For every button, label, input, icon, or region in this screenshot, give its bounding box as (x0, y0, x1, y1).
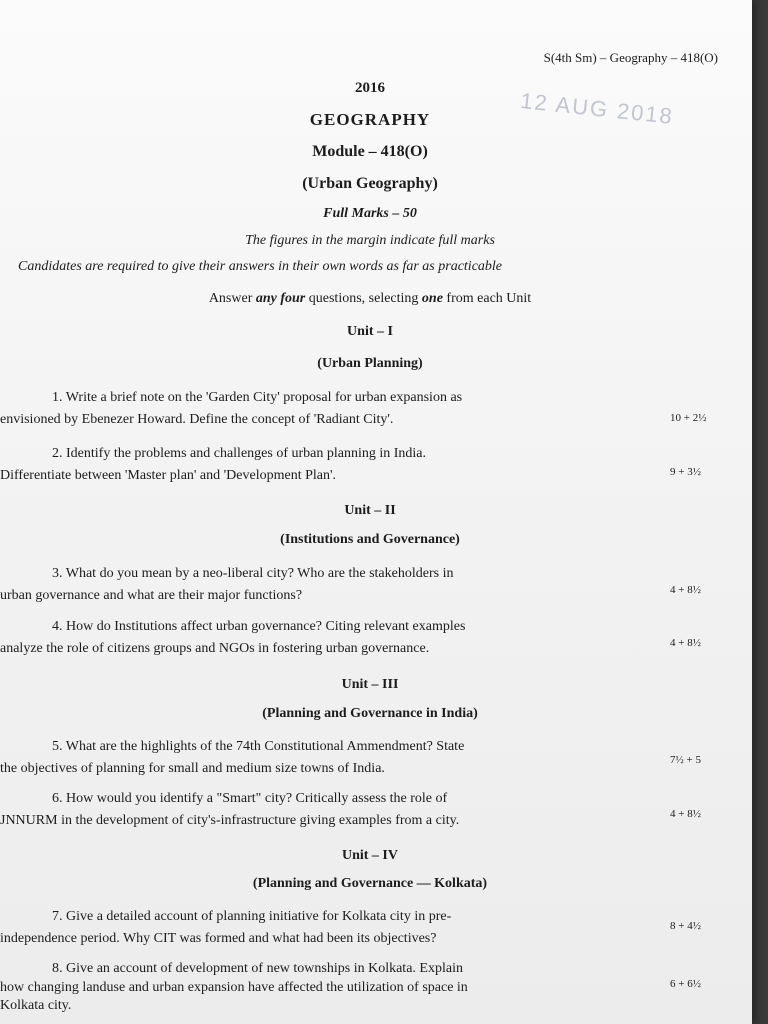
question-3-line-1: 3. What do you mean by a neo-liberal city? Who are the stakeholders in (52, 566, 454, 581)
paper-title: (Urban Geography) (302, 175, 438, 192)
question-5-line-1: 5. What are the highlights of the 74th Constitutional Ammendment? State (52, 739, 465, 754)
exam-year: 2016 (355, 80, 385, 96)
unit-1-heading: Unit – I (347, 324, 393, 339)
question-7-marks: 8 + 4½ (670, 920, 701, 932)
question-5-marks: 7½ + 5 (670, 754, 701, 766)
instruction-any-four: any four (255, 291, 306, 306)
instruction-middle: questions, selecting (305, 291, 422, 306)
question-8-line-1: 8. Give an account of development of new townships in Kolkata. Explain (52, 961, 463, 976)
paper-code: S(4th Sm) – Geography – 418(O) (543, 50, 718, 65)
question-8-line-3: Kolkata city. (0, 998, 72, 1013)
question-3-marks: 4 + 8½ (670, 584, 701, 596)
question-2-line-2: Differentiate between 'Master plan' and 'Development Plan'. (0, 468, 336, 483)
question-2-line-1: 2. Identify the problems and challenges of urban planning in India. (52, 446, 427, 461)
full-marks: Full Marks – 50 (323, 206, 417, 221)
question-1-marks: 10 + 2½ (670, 412, 707, 424)
instruction-suffix: from each Unit (442, 291, 532, 306)
instruction-one: one (421, 291, 443, 306)
question-1-line-2: envisioned by Ebenezer Howard. Define the concept of 'Radiant City'. (0, 412, 394, 427)
instruction-prefix: Answer (208, 291, 256, 306)
question-6-line-2: JNNURM in the development of city's-infrastructure giving examples from a city. (0, 813, 460, 828)
question-2-marks: 9 + 3½ (670, 466, 701, 478)
unit-2-title: (Institutions and Governance) (280, 532, 460, 547)
question-4-line-2: analyze the role of citizens groups and NGOs in fostering urban governance. (0, 641, 430, 656)
question-7-line-2: independence period. Why CIT was formed and what had been its objectives? (0, 931, 437, 946)
question-4-line-1: 4. How do Institutions affect urban governance? Citing relevant examples (52, 619, 466, 634)
subject-title: GEOGRAPHY (309, 110, 431, 129)
unit-1-title: (Urban Planning) (317, 356, 423, 371)
module-code: Module – 418(O) (312, 143, 428, 160)
question-6-line-1: 6. How would you identify a "Smart" city? Critically assess the role of (52, 791, 448, 806)
unit-2-heading: Unit – II (344, 503, 396, 518)
question-6-marks: 4 + 8½ (670, 808, 701, 820)
date-stamp: 12 AUG 2018 (519, 88, 676, 129)
unit-3-heading: Unit – III (341, 677, 399, 692)
question-4-marks: 4 + 8½ (670, 637, 701, 649)
margin-note: The figures in the margin indicate full marks (245, 233, 495, 248)
question-8-marks: 6 + 6½ (670, 978, 701, 990)
unit-4-heading: Unit – IV (341, 848, 398, 863)
answer-instruction (0, 291, 740, 307)
question-5-line-2: the objectives of planning for small and medium size towns of India. (0, 761, 385, 776)
question-8-line-2: how changing landuse and urban expansion have affected the utilization of space in (0, 980, 468, 995)
unit-3-title: (Planning and Governance in India) (262, 706, 478, 721)
question-1-line-1: 1. Write a brief note on the 'Garden City' proposal for urban expansion as (52, 390, 463, 405)
question-3-line-2: urban governance and what are their major functions? (0, 588, 303, 603)
question-7-line-1: 7. Give a detailed account of planning initiative for Kolkata city in pre- (52, 909, 452, 924)
own-words-note: Candidates are required to give their answers in their own words as far as practicable (18, 259, 503, 274)
unit-4-title: (Planning and Governance — Kolkata) (252, 876, 488, 891)
